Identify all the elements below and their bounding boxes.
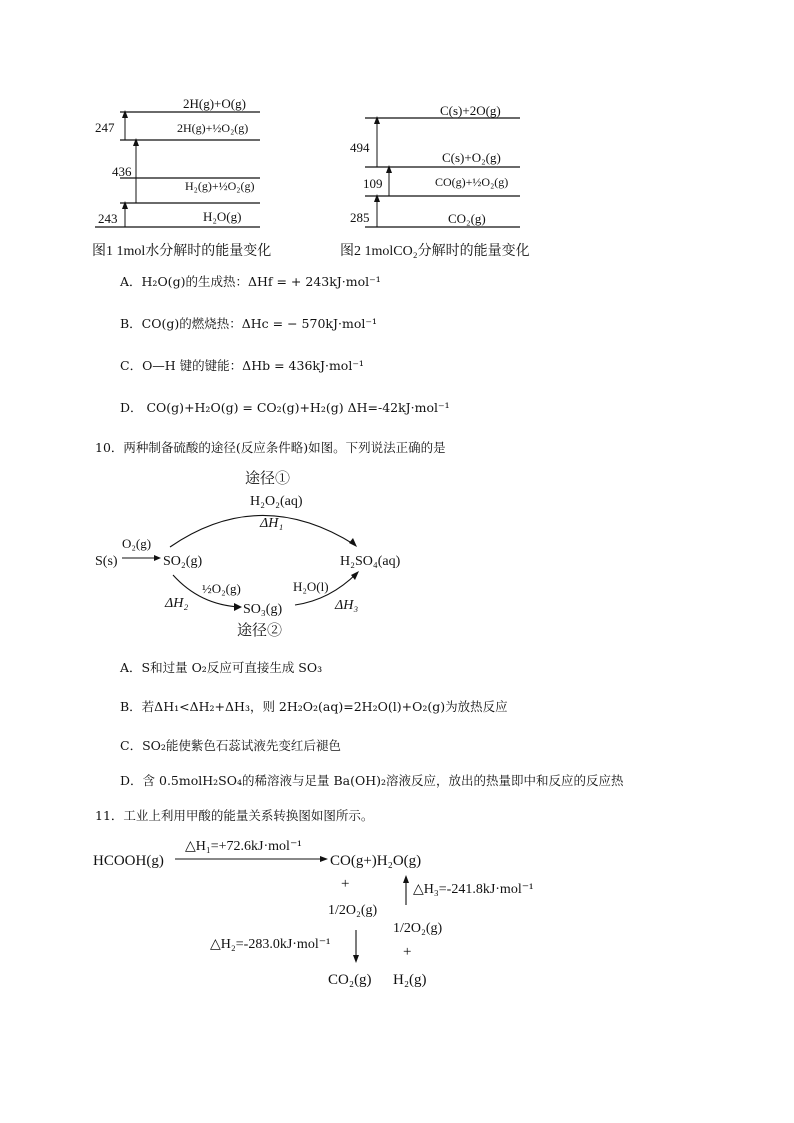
q9-option-c: C．O—H 键的键能：ΔHb = 436kJ·mol⁻¹ <box>120 358 364 373</box>
q11-co2: CO₂(g) <box>328 972 372 988</box>
q11-hcooh: HCOOH(g) <box>93 853 164 869</box>
q10-dh1: ΔH₁ <box>260 516 284 531</box>
q10-so2: SO₂(g) <box>163 554 203 569</box>
q10-h2o2: H₂O₂(aq) <box>250 494 303 509</box>
q11-dh3: △H₃=-241.8kJ·mol⁻¹ <box>413 882 534 897</box>
fig2-diagram <box>340 90 605 260</box>
fig2-level-label-1: C(s)+O₂(g) <box>442 150 501 165</box>
q10-h2so4: H₂SO₄(aq) <box>340 554 401 569</box>
fig1-caption: 图1 1mol水分解时的能量变化 <box>92 244 272 259</box>
fig2-level-label-3: CO₂(g) <box>448 211 486 226</box>
q10-half-o2: ½O₂(g) <box>202 581 241 596</box>
q11-dh2: △H₂=-283.0kJ·mol⁻¹ <box>210 937 331 952</box>
fig1-level-label-0: 2H(g)+O(g) <box>183 96 246 111</box>
q11-product: CO(g+)H₂O(g) <box>330 853 422 869</box>
q10-so3: SO₃(g) <box>243 602 283 617</box>
q10-s: S(s) <box>95 554 118 569</box>
fig1-diagram <box>92 90 355 260</box>
q11-h2: H₂(g) <box>393 972 427 988</box>
fig2-value-285: 285 <box>350 210 370 225</box>
q10-o2: O₂(g) <box>122 536 152 551</box>
fig1-value-436: 436 <box>112 164 132 179</box>
q11-stem: 11．工业上利用甲酸的能量关系转换图如图所示。 <box>95 808 374 823</box>
q10-dh3: ΔH₃ <box>335 598 359 613</box>
q10-option-a: A．S和过量 O₂反应可直接生成 SO₃ <box>120 660 323 675</box>
q11-dh1: △H₁=+72.6kJ·mol⁻¹ <box>185 839 302 854</box>
q9-option-a: A．H₂O(g)的生成热：ΔHf = + 243kJ·mol⁻¹ <box>120 274 381 289</box>
q10-option-c: C．SO₂能使紫色石蕊试液先变红后褪色 <box>120 738 341 753</box>
fig1-level-label-1: 2H(g)+½O₂(g) <box>177 121 249 135</box>
fig1-value-243: 243 <box>98 211 118 226</box>
q10-diagram <box>95 465 435 645</box>
fig1-level-label-3: H₂O(g) <box>203 209 242 224</box>
q10-option-d: D．含 0.5molH₂SO₄的稀溶液与足量 Ba(OH)₂溶液反应，放出的热量即中和反应的反应热 <box>120 773 624 788</box>
q10-dh2: ΔH₂ <box>165 596 189 611</box>
fig2-level-label-2: CO(g)+½O₂(g) <box>435 175 509 189</box>
q9-option-b: B．CO(g)的燃烧热：ΔHc = − 570kJ·mol⁻¹ <box>120 316 377 331</box>
fig2-value-494: 494 <box>350 140 370 155</box>
q9-option-d: D． CO(g)+H₂O(g) = CO₂(g)+H₂(g) ΔH=-42kJ·mol⁻¹ <box>120 400 450 415</box>
q10-stem: 10．两种制备硫酸的途径(反应条件略)如图。下列说法正确的是 <box>95 440 446 455</box>
q10-h2o: H₂O(l) <box>293 579 329 594</box>
q11-half-o2-right: 1/2O₂(g) <box>393 921 443 936</box>
fig2-caption: 图2 1molCO₂分解时的能量变化 <box>340 244 530 259</box>
q10-route2: 途径② <box>237 623 283 639</box>
q10-option-b: B．若ΔH₁<ΔH₂+ΔH₃，则 2H₂O₂(aq)=2H₂O(l)+O₂(g)为放热反应 <box>120 699 508 714</box>
q11-diagram <box>93 830 573 1000</box>
fig1-level-label-2: H₂(g)+½O₂(g) <box>185 179 255 193</box>
q10-route1: 途径① <box>245 471 291 487</box>
fig1-value-247: 247 <box>95 120 115 135</box>
fig2-value-109: 109 <box>363 176 383 191</box>
fig2-level-label-0: C(s)+2O(g) <box>440 103 501 118</box>
q11-plus-2: + <box>403 944 412 960</box>
q11-half-o2-left: 1/2O₂(g) <box>328 903 378 918</box>
q11-plus-1: + <box>341 876 350 892</box>
